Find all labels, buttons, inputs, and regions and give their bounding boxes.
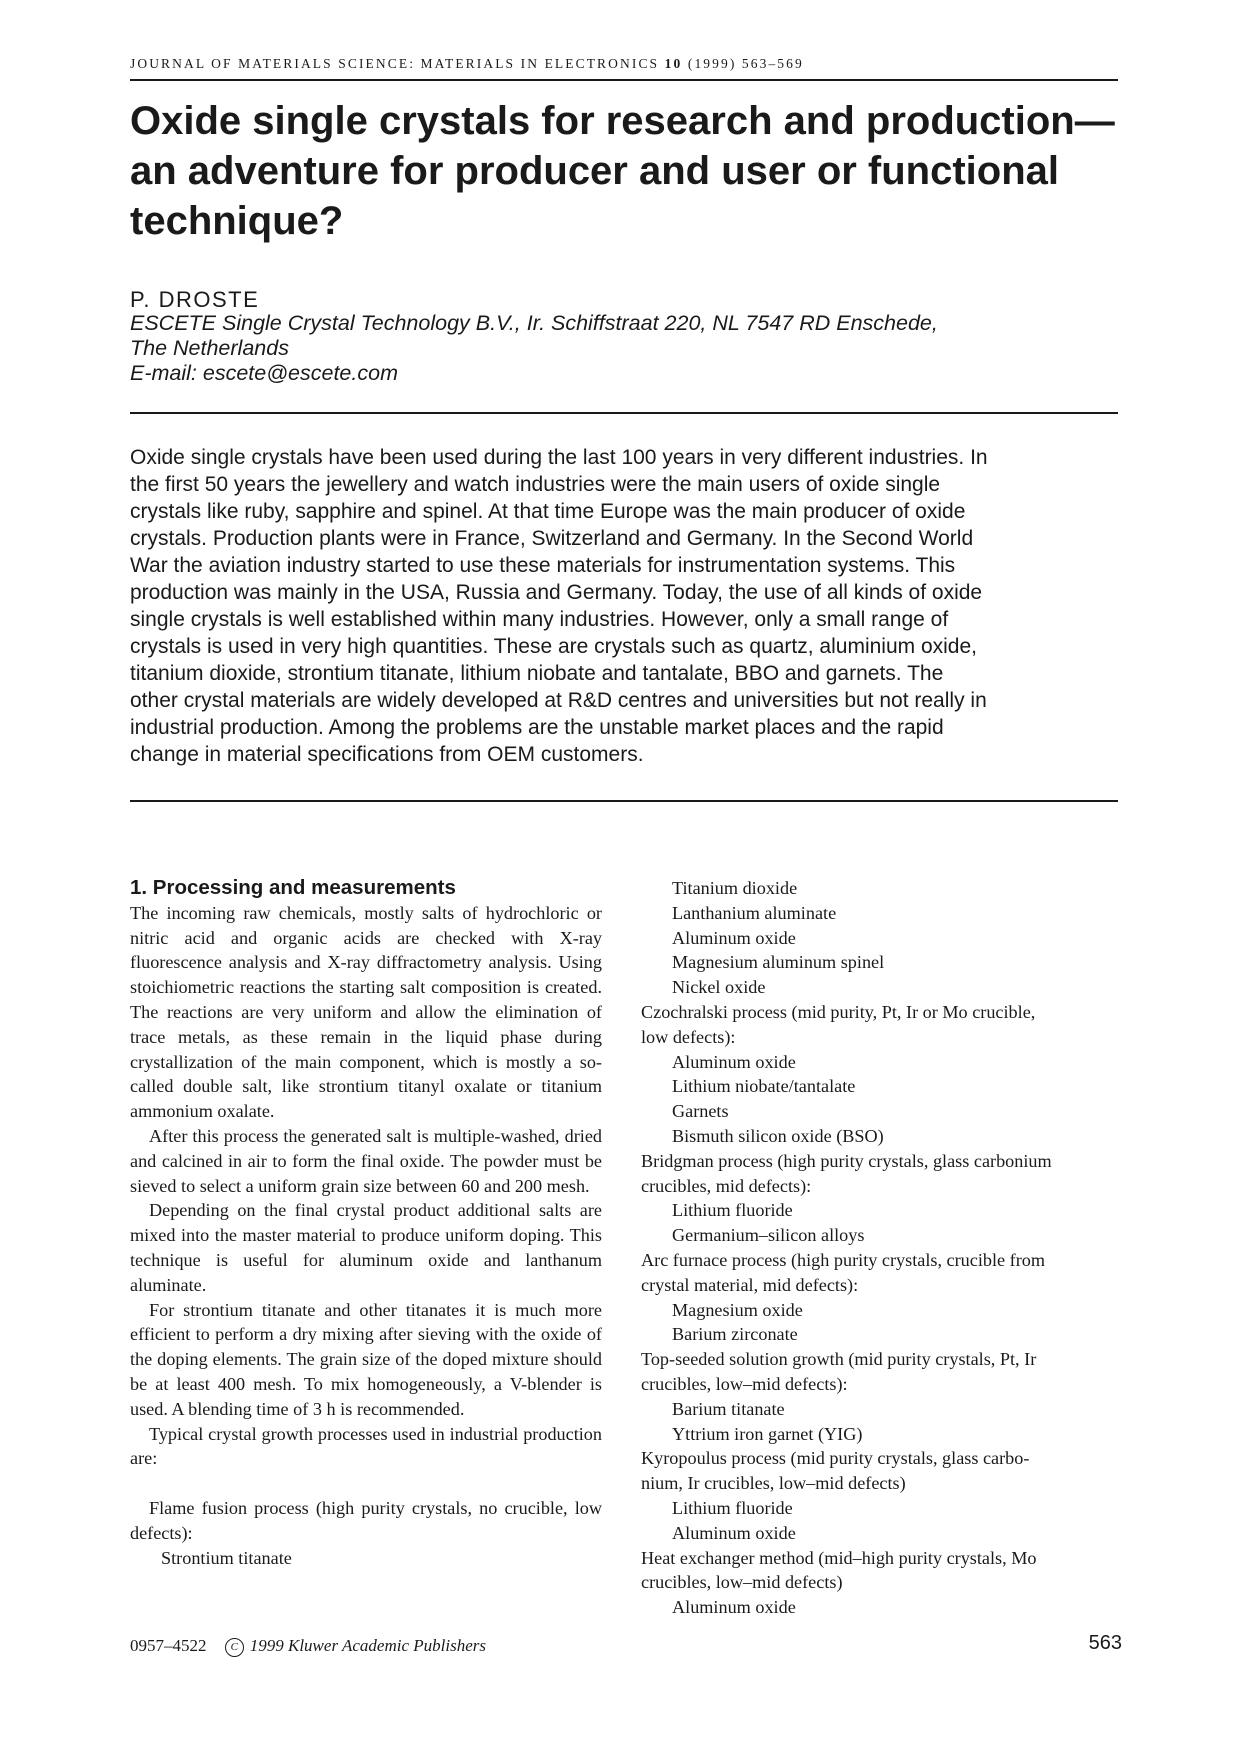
process-heading: Czochralski process (mid purity, Pt, Ir or Mo crucible, <box>641 1001 1036 1022</box>
process-item: Lanthanium aluminate <box>672 902 837 923</box>
process-item: Aluminum oxide <box>672 1522 796 1543</box>
process-heading: crucibles, mid defects): <box>641 1175 812 1196</box>
process-item: Germanium–silicon alloys <box>672 1225 865 1246</box>
abstract-line: production was mainly in the USA, Russia and Germany. Today, the use of all kinds of oxide <box>130 581 983 604</box>
abstract-line: crystals is used in very high quantities. These are crystals such as quartz, aluminium oxide, <box>130 635 977 658</box>
journal-volume: 10 <box>664 56 683 71</box>
process-item: Yttrium iron garnet (YIG) <box>672 1423 863 1444</box>
author-affiliation <box>130 311 1120 386</box>
abstract-top-rule <box>130 412 1118 414</box>
header-rule <box>130 79 1118 81</box>
body-paragraph: For strontium titanate and other titanates it is much more efficient to perform a dry mixing after sieving with the oxide of the doping elements. The grain size of the doped mixture should be at least 400 mesh. To mix homogeneously, a V-blender is used. A blending time of 3 h is recommended. <box>130 1299 602 1419</box>
journal-year-pages: (1999) 563–569 <box>687 56 804 71</box>
footer-publisher <box>130 1636 486 1657</box>
left-column <box>130 876 602 1570</box>
body-paragraph: Depending on the final crystal product additional salts are mixed into the master material to produce uniform doping. This technique is useful for aluminum oxide and lanthanum aluminate. <box>130 1200 602 1295</box>
abstract-line: other crystal materials are widely developed at R&D centres and universities but not really in <box>130 689 987 712</box>
process-heading: low defects): <box>641 1026 736 1047</box>
process-item: Lithium fluoride <box>672 1200 793 1221</box>
process-item: Aluminum oxide <box>672 1051 796 1072</box>
process-heading: crystal material, mid defects): <box>641 1274 859 1295</box>
process-item: Garnets <box>672 1101 729 1122</box>
body-paragraph: The incoming raw chemicals, mostly salts of hydrochloric or nitric acid and organic acids are checked with X-ray fluorescence analysis and X-ray diffractometry analysis. Using stoichiometric reactions the starting salt composition is created. The reactions are very uniform and allow the elimination of trace metals, as these remain in the liquid phase during crystallization of the main component, which is mostly a so-called double salt, like strontium titanyl oxalate or titanium ammonium oxalate. <box>130 902 602 1122</box>
process-item: Barium titanate <box>672 1398 785 1419</box>
abstract-line: crystals like ruby, sapphire and spinel. At that time Europe was the main producer of oxide <box>130 500 966 523</box>
process-item: Magnesium oxide <box>672 1299 803 1320</box>
process-item: Nickel oxide <box>672 977 766 998</box>
title-line: Oxide single crystals for research and production— <box>130 99 1115 143</box>
abstract-line: single crystals is well established within many industries. However, only a small range of <box>130 608 949 631</box>
process-item: Magnesium aluminum spinel <box>672 952 885 973</box>
abstract <box>130 444 1118 768</box>
process-item: Bismuth silicon oxide (BSO) <box>672 1125 884 1146</box>
process-item: Lithium fluoride <box>672 1497 793 1518</box>
abstract-line: the first 50 years the jewellery and watch industries were the main users of oxide single <box>130 473 941 496</box>
right-column <box>641 876 1120 1620</box>
affiliation-line: ESCETE Single Crystal Technology B.V., Ir. Schiffstraat 220, NL 7547 RD Enschede, <box>130 311 938 335</box>
copyright-text: 1999 Kluwer Academic Publishers <box>249 1636 486 1655</box>
process-item: Aluminum oxide <box>672 1597 796 1618</box>
abstract-line: Oxide single crystals have been used during the last 100 years in very different industries. In <box>130 446 988 469</box>
affiliation-email: E-mail: escete@escete.com <box>130 361 398 385</box>
abstract-line: War the aviation industry started to use these materials for instrumentation systems. This <box>130 554 956 577</box>
process-heading: Kyropoulus process (mid purity crystals, glass carbo- <box>641 1448 1030 1469</box>
title-line: an adventure for producer and user or functional <box>130 149 1060 193</box>
running-head <box>130 56 1120 72</box>
abstract-line: titanium dioxide, strontium titanate, lithium niobate and tantalate, BBO and garnets. The <box>130 662 944 685</box>
process-heading: Bridgman process (high purity crystals, glass carbonium <box>641 1150 1052 1171</box>
process-heading: crucibles, low–mid defects) <box>641 1572 843 1593</box>
process-heading: nium, Ir crucibles, low–mid defects) <box>641 1473 906 1494</box>
process-item: Strontium titanate <box>161 1547 292 1568</box>
process-item: Titanium dioxide <box>672 878 798 898</box>
page-number: 563 <box>1088 1632 1122 1654</box>
author-name: P. DROSTE <box>130 287 260 312</box>
issn: 0957–4522 <box>130 1636 207 1655</box>
process-heading: Arc furnace process (high purity crystals, crucible from <box>641 1249 1046 1270</box>
abstract-bottom-rule <box>130 800 1118 802</box>
abstract-line: crystals. Production plants were in France, Switzerland and Germany. In the Second World <box>130 527 974 550</box>
section-heading: 1. Processing and measurements <box>130 876 456 899</box>
process-item: Lithium niobate/tantalate <box>672 1076 856 1097</box>
body-paragraph: Typical crystal growth processes used in industrial production are: <box>130 1423 602 1469</box>
body-paragraph: After this process the generated salt is multiple-washed, dried and calcined in air to form the final oxide. The powder must be sieved to select a uniform grain size between 60 and 200 mesh. <box>130 1125 602 1196</box>
affiliation-line: The Netherlands <box>130 336 289 360</box>
copyright-icon: C <box>225 1638 244 1657</box>
abstract-line: change in material specifications from OEM customers. <box>130 743 644 766</box>
article-title <box>130 96 1120 246</box>
abstract-line: industrial production. Among the problems are the unstable market places and the rapid <box>130 716 944 739</box>
process-item: Aluminum oxide <box>672 927 796 948</box>
copyright-notice <box>225 1636 486 1655</box>
process-heading: Heat exchanger method (mid–high purity crystals, Mo <box>641 1547 1037 1568</box>
process-heading: crucibles, low–mid defects): <box>641 1373 848 1394</box>
title-line: technique? <box>130 199 344 243</box>
process-item: Barium zirconate <box>672 1324 798 1345</box>
paragraph-gap <box>130 1471 602 1496</box>
process-heading: Top-seeded solution growth (mid purity crystals, Pt, Ir <box>641 1349 1037 1370</box>
journal-name: JOURNAL OF MATERIALS SCIENCE: MATERIALS IN ELECTRONICS <box>130 56 660 71</box>
process-heading: Flame fusion process (high purity crystals, no crucible, low defects): <box>130 1497 602 1543</box>
